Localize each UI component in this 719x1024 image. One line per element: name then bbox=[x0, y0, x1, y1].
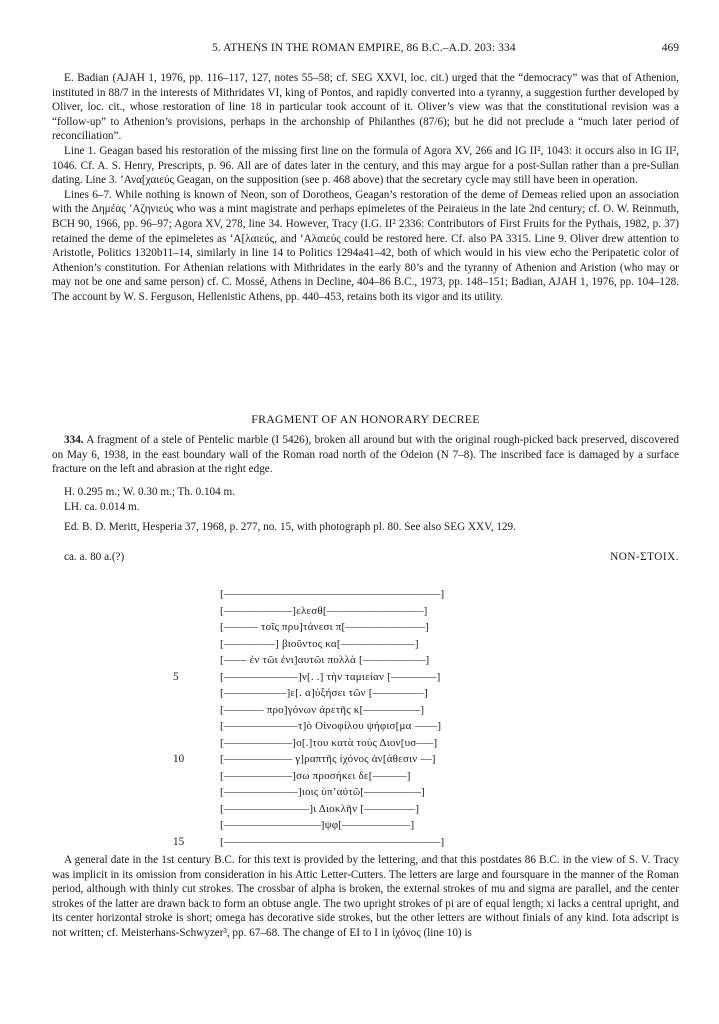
line-number: 15 bbox=[173, 835, 185, 848]
inscription-line: [––––––––––––]σω προσήκει δε[––––––] bbox=[220, 769, 411, 782]
inscription-line: [––––––––––––]ο[.]του κατὰ τοὺς Διον[υσ–––] bbox=[220, 736, 438, 749]
closing-commentary bbox=[52, 853, 679, 941]
inscription-line: [––––––––––––––––––––––––––––––––––––––] bbox=[220, 835, 445, 848]
commentary-paragraph: Lines 6–7. While nothing is known of Neon, son of Dorotheos, Geagan’s restoration of the deme of Demeas relied upon an association with the Δημέας ’Αζηνιεύς who was a mint magistrate and perhaps epimeletes of the Peiraieus in the late 2nd century; cf. O. W. Reinmuth, BCH 90, 1966, pp. 96–97; Agora XV, 278, line 34. However, Tracy (I.G. II² 2336: Contributors of First Fruits for the Pythais, 1982, p. 37) retained the deme of the epimeletes as ‘Α[λαιεύς, and ‘Αλαιεύς could be restored here. Cf. also PA 3315. Line 9. Oliver drew attention to Aristotle, Politics 1320b11–14, similarly in line 14 to Politics 1294a41–42, both of which would in his view echo the Peripatetic color of Athenion’s constitution. For Athenian relations with Mithridates in the early 80’s and the tyranny of Athenion and Aristion (who may or may not be one and same person) cf. C. Mossé, Athens in Decline, 404–86 B.C., 1973, pp. 148–151; Badian, AJAH 1, 1976, pp. 104–128. The account by W. S. Ferguson, Hellenistic Athens, pp. 440–453, retains both its vigor and its utility. bbox=[52, 188, 679, 303]
letter-height: LH. ca. 0.014 m. bbox=[64, 501, 140, 513]
edition-reference: Ed. B. D. Meritt, Hesperia 37, 1968, p. 277, no. 15, with photograph pl. 80. See also SEG XXV, 129. bbox=[64, 521, 516, 533]
entry-text: A fragment of a stele of Pentelic marble (I 5426), broken all around but with the original rough-picked back preserved, discovered on May 6, 1938, in the east boundary wall of the Roman road north of the Odeion (N 7–8). The inscribed face is damaged by a surface fracture on the left and abrasion at the right edge. bbox=[52, 434, 679, 476]
inscription-line: [–––– ἐν τῶι ἐνι]αυτῶι πολλὰ [–––––––––––] bbox=[220, 654, 430, 666]
line-number: 10 bbox=[173, 753, 185, 765]
running-header bbox=[52, 42, 679, 58]
inscription-line: [–––––––––––––––––]ψφ[––––––––––––] bbox=[220, 819, 415, 831]
inscription-line: [–––––––––––––τ]ὸ Οἰνοφίλου ψήφισ[μα ––––] bbox=[220, 720, 442, 732]
inscription-line: [––––––––––––]ελεσθ[–––––––––––––––––] bbox=[220, 604, 428, 617]
entry-number: 334. bbox=[64, 434, 84, 446]
stoichedon-note: NON-ΣΤΟΙΧ. bbox=[610, 551, 679, 563]
inscription-line: [–––––––––––––]ν[. .] τὴν ταμιείαν [––––––––] bbox=[220, 670, 441, 683]
commentary-paragraph: E. Badian (AJAH 1, 1976, pp. 116–117, 127, notes 55–58; cf. SEG XXVI, loc. cit.) urged that the “democracy” was that of Athenion, instituted in 88/7 in the interests of Mithridates VI, king of Pontos, and rapidly converted into a tyranny, a suggestion further developed by Oliver, loc. cit., whose restoration of line 18 in particular took account of it. Oliver’s view was that the constitutional revision was a “follow-up” to Athenion’s provisions, perhaps in the archonship of Philanthes (87/6); but he did not preclude a “much later period of reconciliation”. bbox=[52, 72, 679, 143]
entry-description bbox=[52, 433, 679, 477]
running-title: 5. ATHENS IN THE ROMAN EMPIRE, 86 B.C.–A.D. 203: 334 bbox=[212, 42, 516, 54]
closing-paragraph: A general date in the 1st century B.C. for this text is provided by the lettering, and that this postdates 86 B.C. in the view of S. V. Tracy was implicit in its omission from consideration in his Attic Letter-Cutters. The letters are large and foursquare in the manner of the Roman period, although with thinly cut strokes. The crossbar of alpha is broken, the external strokes of mu and sigma are parallel, and the center strokes of the latter are drawn back to form an obtuse angle. The two upright strokes of pi are of equal length; xi lacks a central upright, and its center horizontal stroke is short; omega has decorative side strokes, but the other letters are without finials of any kind. Iota adscript is not written; cf. Meisterhans-Schwyzer³, pp. 67–68. The change of EI to I in ἰχόνος (line 10) is bbox=[52, 854, 679, 939]
inscription-line: [––––––––––––––––––––––––––––––––––––––] bbox=[220, 588, 445, 600]
line-number: 5 bbox=[173, 670, 179, 683]
inscription-line: [–––––– τοῖς πρυ]τάνεσι π[––––––––––––––] bbox=[220, 621, 430, 633]
inscription-line: [–––––––––––]ε[. α]ὐξήσει τῶν [–––––––––] bbox=[220, 687, 428, 699]
inscription-line: [––––––– προ]γόνων ἀρετῆς κ[––––––––––] bbox=[220, 703, 425, 716]
inscription-line: [–––––––––––– γ]ραπτῆς ἰχόνος ἀν[άθεσιν ––] bbox=[220, 753, 436, 765]
inscription-line: [–––––––––] βιοῦντος κα[–––––––––––––] bbox=[220, 637, 419, 650]
inscription-line: [–––––––––––––––]ι Διοκλῆν [–––––––––] bbox=[220, 802, 420, 815]
dimensions: H. 0.295 m.; W. 0.30 m.; Th. 0.104 m. bbox=[64, 486, 236, 498]
commentary-paragraph: Line 1. Geagan based his restoration of the missing first line on the formula of Agora XV, 266 and IG II², 1043: it occurs also in IG II², 1046. Cf. A. S. Henry, Prescripts, p. 96. All are of dates later in the century, and this may argue for a post-Sullan rather than a pre-Sullan dating. Line 3. ’Ανα[χαιεύς Geagan, on the supposition (see p. 468 above) that the secretary cycle may still have been in operation. bbox=[52, 144, 679, 187]
date-text: ca. a. 80 a.(?) bbox=[64, 551, 125, 563]
inscription-line: [–––––––––––––]ιοις ὑπ’αὐτῶ[––––––––––] bbox=[220, 786, 426, 798]
page-number: 469 bbox=[661, 42, 679, 54]
commentary bbox=[52, 71, 679, 305]
date-line bbox=[64, 551, 679, 563]
section-heading: FRAGMENT OF AN HONORARY DECREE bbox=[251, 412, 480, 426]
